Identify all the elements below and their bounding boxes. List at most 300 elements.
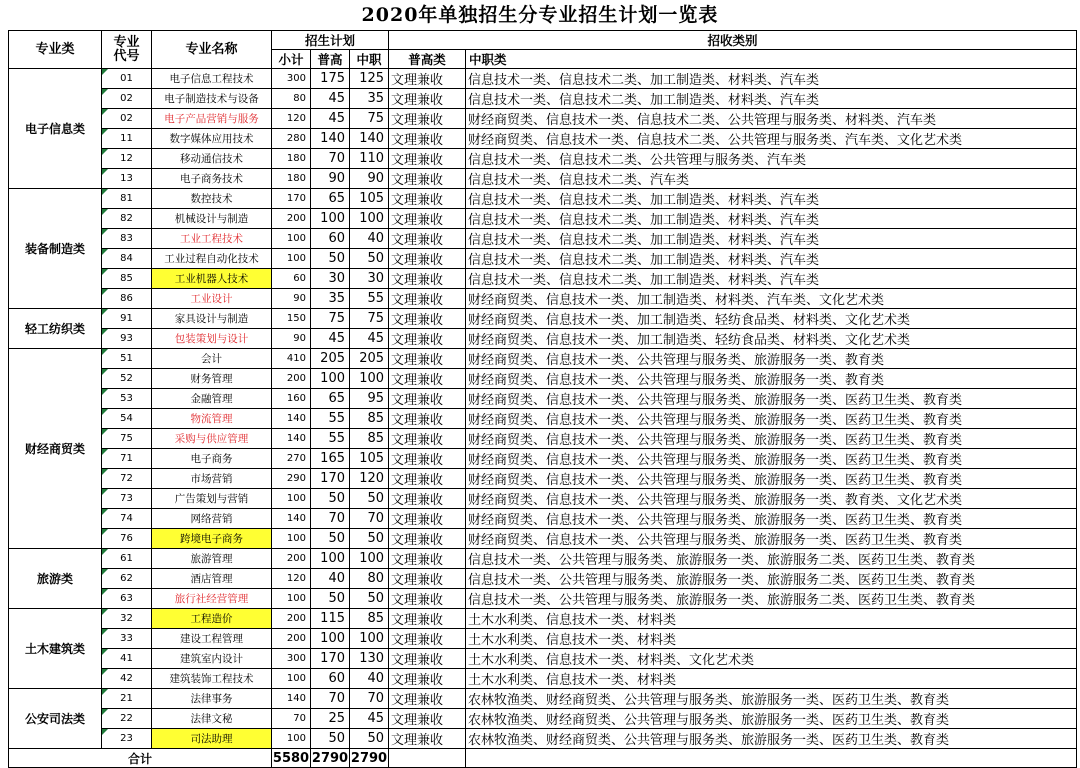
subtotal-cell: 200 <box>272 209 311 229</box>
major-name-cell: 金融管理 <box>152 389 272 409</box>
subtotal-cell: 160 <box>272 389 311 409</box>
code-cell: 72 <box>102 469 152 489</box>
major-name-cell: 工业机器人技术 <box>152 269 272 289</box>
subtotal-cell: 100 <box>272 729 311 749</box>
subtotal-cell: 290 <box>272 469 311 489</box>
major-name-cell: 移动通信技术 <box>152 149 272 169</box>
vocational-type-cell: 财经商贸类、信息技术一类、公共管理与服务类、旅游服务一类、医药卫生类、教育类 <box>466 529 1077 549</box>
total-subtotal: 5580 <box>272 750 310 766</box>
subtotal-cell: 70 <box>272 709 311 729</box>
header-plan: 招生计划 <box>272 31 389 50</box>
table-row <box>9 309 1077 329</box>
vocational-count-cell: 35 <box>350 89 389 109</box>
subtotal-cell: 140 <box>272 689 311 709</box>
table-row <box>9 409 1077 429</box>
general-count-cell: 90 <box>311 169 350 189</box>
category-cell: 土木建筑类 <box>9 609 102 689</box>
general-count-cell: 35 <box>311 289 350 309</box>
general-type-cell: 文理兼收 <box>389 329 466 349</box>
major-name-cell: 机械设计与制造 <box>152 209 272 229</box>
table-row <box>9 529 1077 549</box>
code-cell: 32 <box>102 609 152 629</box>
category-cell: 电子信息类 <box>9 69 102 189</box>
general-count-cell: 65 <box>311 389 350 409</box>
major-name-cell: 包装策划与设计 <box>152 329 272 349</box>
major-name-cell: 财务管理 <box>152 369 272 389</box>
major-name-cell: 法律文秘 <box>152 709 272 729</box>
subtotal-cell: 200 <box>272 609 311 629</box>
header-category: 专业类 <box>9 31 102 69</box>
general-count-cell: 60 <box>311 229 350 249</box>
major-name-cell: 数控技术 <box>152 189 272 209</box>
general-type-cell: 文理兼收 <box>389 589 466 609</box>
vocational-count-cell: 70 <box>350 689 389 709</box>
vocational-type-cell: 土木水利类、信息技术一类、材料类、文化艺术类 <box>466 649 1077 669</box>
major-name-cell: 电子商务技术 <box>152 169 272 189</box>
vocational-count-cell: 50 <box>350 729 389 749</box>
header-general-type: 普高类 <box>389 50 466 69</box>
table-row <box>9 349 1077 369</box>
vocational-type-cell: 财经商贸类、信息技术一类、公共管理与服务类、旅游服务一类、教育类 <box>466 369 1077 389</box>
table-row <box>9 569 1077 589</box>
vocational-type-cell: 信息技术一类、信息技术二类、加工制造类、材料类、汽车类 <box>466 249 1077 269</box>
general-type-cell: 文理兼收 <box>389 349 466 369</box>
vocational-type-cell: 信息技术一类、信息技术二类、加工制造类、材料类、汽车类 <box>466 209 1077 229</box>
general-count-cell: 75 <box>311 309 350 329</box>
total-label: 合计 <box>9 749 272 768</box>
table-row <box>9 709 1077 729</box>
general-type-cell: 文理兼收 <box>389 509 466 529</box>
vocational-count-cell: 120 <box>350 469 389 489</box>
vocational-type-cell: 信息技术一类、信息技术二类、加工制造类、材料类、汽车类 <box>466 89 1077 109</box>
code-cell: 81 <box>102 189 152 209</box>
table-row <box>9 69 1077 89</box>
major-name-cell: 法律事务 <box>152 689 272 709</box>
subtotal-cell: 90 <box>272 289 311 309</box>
major-name-cell: 电子产品营销与服务 <box>152 109 272 129</box>
vocational-count-cell: 85 <box>350 409 389 429</box>
header-code <box>102 31 152 69</box>
code-cell: 51 <box>102 349 152 369</box>
vocational-type-cell: 信息技术一类、信息技术二类、加工制造类、材料类、汽车类 <box>466 269 1077 289</box>
vocational-type-cell: 信息技术一类、公共管理与服务类、旅游服务一类、旅游服务二类、医药卫生类、教育类 <box>466 549 1077 569</box>
code-cell: 84 <box>102 249 152 269</box>
table-body <box>9 69 1077 749</box>
code-cell: 12 <box>102 149 152 169</box>
vocational-count-cell: 125 <box>350 69 389 89</box>
vocational-type-cell: 信息技术一类、公共管理与服务类、旅游服务一类、旅游服务二类、医药卫生类、教育类 <box>466 569 1077 589</box>
subtotal-cell: 200 <box>272 629 311 649</box>
subtotal-cell: 100 <box>272 229 311 249</box>
major-name-cell: 建设工程管理 <box>152 629 272 649</box>
header-vocational-type: 中职类 <box>466 50 1077 69</box>
subtotal-cell: 140 <box>272 509 311 529</box>
vocational-type-cell: 财经商贸类、信息技术一类、公共管理与服务类、旅游服务一类、教育类、文化艺术类 <box>466 489 1077 509</box>
general-type-cell: 文理兼收 <box>389 529 466 549</box>
table-row <box>9 669 1077 689</box>
category-cell: 财经商贸类 <box>9 349 102 549</box>
vocational-count-cell: 85 <box>350 429 389 449</box>
code-cell: 13 <box>102 169 152 189</box>
code-cell: 85 <box>102 269 152 289</box>
vocational-type-cell: 信息技术一类、信息技术二类、加工制造类、材料类、汽车类 <box>466 229 1077 249</box>
vocational-type-cell: 财经商贸类、信息技术一类、加工制造类、轻纺食品类、材料类、文化艺术类 <box>466 309 1077 329</box>
code-cell: 83 <box>102 229 152 249</box>
major-name-cell: 家具设计与制造 <box>152 309 272 329</box>
subtotal-cell: 410 <box>272 349 311 369</box>
vocational-type-cell: 财经商贸类、信息技术一类、公共管理与服务类、旅游服务一类、医药卫生类、教育类 <box>466 509 1077 529</box>
table-row <box>9 429 1077 449</box>
general-type-cell: 文理兼收 <box>389 649 466 669</box>
code-cell: 71 <box>102 449 152 469</box>
table-row <box>9 209 1077 229</box>
general-type-cell: 文理兼收 <box>389 149 466 169</box>
general-type-cell: 文理兼收 <box>389 89 466 109</box>
major-name-cell: 酒店管理 <box>152 569 272 589</box>
subtotal-cell: 180 <box>272 169 311 189</box>
total-empty-2 <box>466 749 1077 768</box>
code-cell: 21 <box>102 689 152 709</box>
major-name-cell: 工程造价 <box>152 609 272 629</box>
general-type-cell: 文理兼收 <box>389 269 466 289</box>
major-name-cell: 采购与供应管理 <box>152 429 272 449</box>
total-row <box>9 749 1077 768</box>
general-count-cell: 55 <box>311 409 350 429</box>
major-name-cell: 工业工程技术 <box>152 229 272 249</box>
table-row <box>9 169 1077 189</box>
general-count-cell: 50 <box>311 249 350 269</box>
subtotal-cell: 300 <box>272 649 311 669</box>
table-row <box>9 589 1077 609</box>
general-count-cell: 70 <box>311 149 350 169</box>
subtotal-cell: 180 <box>272 149 311 169</box>
subtotal-cell: 90 <box>272 329 311 349</box>
general-count-cell: 50 <box>311 589 350 609</box>
table-row <box>9 389 1077 409</box>
general-type-cell: 文理兼收 <box>389 409 466 429</box>
major-name-cell: 市场营销 <box>152 469 272 489</box>
subtotal-cell: 100 <box>272 249 311 269</box>
general-type-cell: 文理兼收 <box>389 249 466 269</box>
code-cell: 75 <box>102 429 152 449</box>
major-name-cell: 跨境电子商务 <box>152 529 272 549</box>
major-name-cell: 网络营销 <box>152 509 272 529</box>
table-row <box>9 189 1077 209</box>
vocational-type-cell: 信息技术一类、信息技术二类、公共管理与服务类、汽车类 <box>466 149 1077 169</box>
major-name-cell: 建筑装饰工程技术 <box>152 669 272 689</box>
subtotal-cell: 200 <box>272 549 311 569</box>
general-count-cell: 40 <box>311 569 350 589</box>
general-type-cell: 文理兼收 <box>389 449 466 469</box>
code-cell: 93 <box>102 329 152 349</box>
header-general: 普高 <box>311 50 350 69</box>
general-type-cell: 文理兼收 <box>389 209 466 229</box>
table-row <box>9 449 1077 469</box>
major-name-cell: 司法助理 <box>152 729 272 749</box>
general-count-cell: 45 <box>311 329 350 349</box>
category-cell: 轻工纺织类 <box>9 309 102 349</box>
major-name-cell: 工业设计 <box>152 289 272 309</box>
table-row <box>9 89 1077 109</box>
general-type-cell: 文理兼收 <box>389 689 466 709</box>
vocational-type-cell: 农林牧渔类、财经商贸类、公共管理与服务类、旅游服务一类、医药卫生类、教育类 <box>466 709 1077 729</box>
vocational-type-cell: 财经商贸类、信息技术一类、公共管理与服务类、旅游服务一类、医药卫生类、教育类 <box>466 429 1077 449</box>
vocational-count-cell: 130 <box>350 649 389 669</box>
major-name-cell: 会计 <box>152 349 272 369</box>
general-count-cell: 70 <box>311 689 350 709</box>
major-name-cell: 电子商务 <box>152 449 272 469</box>
general-count-cell: 100 <box>311 369 350 389</box>
general-count-cell: 115 <box>311 609 350 629</box>
table-row <box>9 509 1077 529</box>
code-cell: 02 <box>102 89 152 109</box>
header-vocational: 中职 <box>350 50 389 69</box>
vocational-type-cell: 财经商贸类、信息技术一类、信息技术二类、公共管理与服务类、汽车类、文化艺术类 <box>466 129 1077 149</box>
category-cell: 旅游类 <box>9 549 102 609</box>
table-row <box>9 149 1077 169</box>
general-count-cell: 170 <box>311 469 350 489</box>
general-count-cell: 205 <box>311 349 350 369</box>
vocational-type-cell: 财经商贸类、信息技术一类、公共管理与服务类、旅游服务一类、医药卫生类、教育类 <box>466 389 1077 409</box>
major-name-cell: 旅游管理 <box>152 549 272 569</box>
table-row <box>9 109 1077 129</box>
vocational-count-cell: 100 <box>350 549 389 569</box>
code-cell: 74 <box>102 509 152 529</box>
general-count-cell: 100 <box>311 549 350 569</box>
major-name-cell: 物流管理 <box>152 409 272 429</box>
vocational-count-cell: 70 <box>350 509 389 529</box>
code-cell: 82 <box>102 209 152 229</box>
subtotal-cell: 100 <box>272 489 311 509</box>
code-cell: 23 <box>102 729 152 749</box>
code-cell: 01 <box>102 69 152 89</box>
major-name-cell: 工业过程自动化技术 <box>152 249 272 269</box>
table-row <box>9 329 1077 349</box>
code-cell: 73 <box>102 489 152 509</box>
subtotal-cell: 200 <box>272 369 311 389</box>
subtotal-cell: 120 <box>272 109 311 129</box>
vocational-count-cell: 55 <box>350 289 389 309</box>
general-count-cell: 175 <box>311 69 350 89</box>
vocational-count-cell: 75 <box>350 309 389 329</box>
vocational-count-cell: 100 <box>350 629 389 649</box>
general-type-cell: 文理兼收 <box>389 389 466 409</box>
general-count-cell: 55 <box>311 429 350 449</box>
table-row <box>9 249 1077 269</box>
vocational-type-cell: 财经商贸类、信息技术一类、公共管理与服务类、旅游服务一类、教育类 <box>466 349 1077 369</box>
table-row <box>9 469 1077 489</box>
subtotal-cell: 120 <box>272 569 311 589</box>
vocational-count-cell: 95 <box>350 389 389 409</box>
vocational-count-cell: 205 <box>350 349 389 369</box>
general-type-cell: 文理兼收 <box>389 169 466 189</box>
vocational-count-cell: 90 <box>350 169 389 189</box>
vocational-count-cell: 30 <box>350 269 389 289</box>
general-type-cell: 文理兼收 <box>389 489 466 509</box>
header-code-text: 专业代号 <box>113 34 140 64</box>
total-general: 2790 <box>311 750 349 766</box>
general-count-cell: 30 <box>311 269 350 289</box>
vocational-count-cell: 100 <box>350 209 389 229</box>
code-cell: 54 <box>102 409 152 429</box>
general-type-cell: 文理兼收 <box>389 549 466 569</box>
category-cell: 装备制造类 <box>9 189 102 309</box>
general-count-cell: 100 <box>311 209 350 229</box>
table-row <box>9 689 1077 709</box>
code-cell: 62 <box>102 569 152 589</box>
general-count-cell: 25 <box>311 709 350 729</box>
vocational-count-cell: 140 <box>350 129 389 149</box>
subtotal-cell: 270 <box>272 449 311 469</box>
major-name-cell: 建筑室内设计 <box>152 649 272 669</box>
general-type-cell: 文理兼收 <box>389 569 466 589</box>
general-type-cell: 文理兼收 <box>389 229 466 249</box>
table-row <box>9 729 1077 749</box>
table-row <box>9 609 1077 629</box>
general-count-cell: 70 <box>311 509 350 529</box>
general-type-cell: 文理兼收 <box>389 469 466 489</box>
vocational-count-cell: 105 <box>350 189 389 209</box>
vocational-type-cell: 财经商贸类、信息技术一类、公共管理与服务类、旅游服务一类、医药卫生类、教育类 <box>466 469 1077 489</box>
general-type-cell: 文理兼收 <box>389 629 466 649</box>
code-cell: 61 <box>102 549 152 569</box>
general-count-cell: 170 <box>311 649 350 669</box>
general-count-cell: 165 <box>311 449 350 469</box>
code-cell: 22 <box>102 709 152 729</box>
general-count-cell: 100 <box>311 629 350 649</box>
vocational-count-cell: 40 <box>350 229 389 249</box>
major-name-cell: 旅行社经营管理 <box>152 589 272 609</box>
table-row <box>9 369 1077 389</box>
vocational-count-cell: 110 <box>350 149 389 169</box>
vocational-count-cell: 105 <box>350 449 389 469</box>
table-row <box>9 269 1077 289</box>
general-count-cell: 45 <box>311 109 350 129</box>
subtotal-cell: 170 <box>272 189 311 209</box>
vocational-count-cell: 85 <box>350 609 389 629</box>
vocational-type-cell: 土木水利类、信息技术一类、材料类 <box>466 669 1077 689</box>
code-cell: 63 <box>102 589 152 609</box>
general-type-cell: 文理兼收 <box>389 109 466 129</box>
vocational-count-cell: 50 <box>350 589 389 609</box>
code-cell: 52 <box>102 369 152 389</box>
vocational-count-cell: 50 <box>350 249 389 269</box>
code-cell: 33 <box>102 629 152 649</box>
code-cell: 53 <box>102 389 152 409</box>
header-name: 专业名称 <box>152 31 272 69</box>
total-empty-1 <box>389 749 466 768</box>
general-type-cell: 文理兼收 <box>389 129 466 149</box>
code-cell: 91 <box>102 309 152 329</box>
subtotal-cell: 100 <box>272 669 311 689</box>
table-row <box>9 549 1077 569</box>
general-count-cell: 45 <box>311 89 350 109</box>
subtotal-cell: 150 <box>272 309 311 329</box>
general-type-cell: 文理兼收 <box>389 429 466 449</box>
general-type-cell: 文理兼收 <box>389 729 466 749</box>
table-row <box>9 289 1077 309</box>
header-enroll: 招收类别 <box>389 31 1077 50</box>
plan-table <box>8 30 1077 768</box>
code-cell: 42 <box>102 669 152 689</box>
general-count-cell: 50 <box>311 729 350 749</box>
general-type-cell: 文理兼收 <box>389 69 466 89</box>
vocational-count-cell: 80 <box>350 569 389 589</box>
vocational-type-cell: 信息技术一类、信息技术二类、汽车类 <box>466 169 1077 189</box>
general-count-cell: 50 <box>311 529 350 549</box>
code-cell: 41 <box>102 649 152 669</box>
code-cell: 86 <box>102 289 152 309</box>
total-vocational: 2790 <box>350 750 388 766</box>
header-subtotal: 小计 <box>272 50 311 69</box>
vocational-count-cell: 50 <box>350 489 389 509</box>
major-name-cell: 广告策划与营销 <box>152 489 272 509</box>
general-type-cell: 文理兼收 <box>389 709 466 729</box>
category-cell: 公安司法类 <box>9 689 102 749</box>
subtotal-cell: 140 <box>272 429 311 449</box>
vocational-type-cell: 财经商贸类、信息技术一类、加工制造类、材料类、汽车类、文化艺术类 <box>466 289 1077 309</box>
vocational-count-cell: 75 <box>350 109 389 129</box>
table-row <box>9 129 1077 149</box>
vocational-type-cell: 农林牧渔类、财经商贸类、公共管理与服务类、旅游服务一类、医药卫生类、教育类 <box>466 729 1077 749</box>
subtotal-cell: 80 <box>272 89 311 109</box>
vocational-type-cell: 土木水利类、信息技术一类、材料类 <box>466 629 1077 649</box>
vocational-count-cell: 100 <box>350 369 389 389</box>
vocational-type-cell: 财经商贸类、信息技术一类、公共管理与服务类、旅游服务一类、医药卫生类、教育类 <box>466 409 1077 429</box>
general-type-cell: 文理兼收 <box>389 669 466 689</box>
vocational-type-cell: 农林牧渔类、财经商贸类、公共管理与服务类、旅游服务一类、医药卫生类、教育类 <box>466 689 1077 709</box>
general-type-cell: 文理兼收 <box>389 609 466 629</box>
vocational-type-cell: 信息技术一类、信息技术二类、加工制造类、材料类、汽车类 <box>466 189 1077 209</box>
subtotal-cell: 280 <box>272 129 311 149</box>
vocational-type-cell: 财经商贸类、信息技术一类、信息技术二类、公共管理与服务类、材料类、汽车类 <box>466 109 1077 129</box>
vocational-count-cell: 45 <box>350 709 389 729</box>
major-name-cell: 电子信息工程技术 <box>152 69 272 89</box>
code-cell: 76 <box>102 529 152 549</box>
general-count-cell: 65 <box>311 189 350 209</box>
major-name-cell: 电子制造技术与设备 <box>152 89 272 109</box>
subtotal-cell: 140 <box>272 409 311 429</box>
vocational-count-cell: 50 <box>350 529 389 549</box>
general-type-cell: 文理兼收 <box>389 289 466 309</box>
vocational-type-cell: 财经商贸类、信息技术一类、加工制造类、轻纺食品类、材料类、文化艺术类 <box>466 329 1077 349</box>
subtotal-cell: 300 <box>272 69 311 89</box>
page-title: 2020年单独招生分专业招生计划一览表 <box>361 4 719 26</box>
major-name-cell: 数字媒体应用技术 <box>152 129 272 149</box>
general-count-cell: 140 <box>311 129 350 149</box>
general-type-cell: 文理兼收 <box>389 189 466 209</box>
code-cell: 11 <box>102 129 152 149</box>
table-row <box>9 629 1077 649</box>
table-row <box>9 489 1077 509</box>
code-cell: 02 <box>102 109 152 129</box>
vocational-type-cell: 财经商贸类、信息技术一类、公共管理与服务类、旅游服务一类、医药卫生类、教育类 <box>466 449 1077 469</box>
table-row <box>9 649 1077 669</box>
vocational-type-cell: 信息技术一类、信息技术二类、加工制造类、材料类、汽车类 <box>466 69 1077 89</box>
vocational-count-cell: 40 <box>350 669 389 689</box>
vocational-type-cell: 信息技术一类、公共管理与服务类、旅游服务一类、旅游服务二类、医药卫生类、教育类 <box>466 589 1077 609</box>
general-type-cell: 文理兼收 <box>389 309 466 329</box>
general-count-cell: 60 <box>311 669 350 689</box>
subtotal-cell: 100 <box>272 589 311 609</box>
vocational-count-cell: 45 <box>350 329 389 349</box>
table-row <box>9 229 1077 249</box>
general-type-cell: 文理兼收 <box>389 369 466 389</box>
vocational-type-cell: 土木水利类、信息技术一类、材料类 <box>466 609 1077 629</box>
subtotal-cell: 60 <box>272 269 311 289</box>
general-count-cell: 50 <box>311 489 350 509</box>
subtotal-cell: 100 <box>272 529 311 549</box>
